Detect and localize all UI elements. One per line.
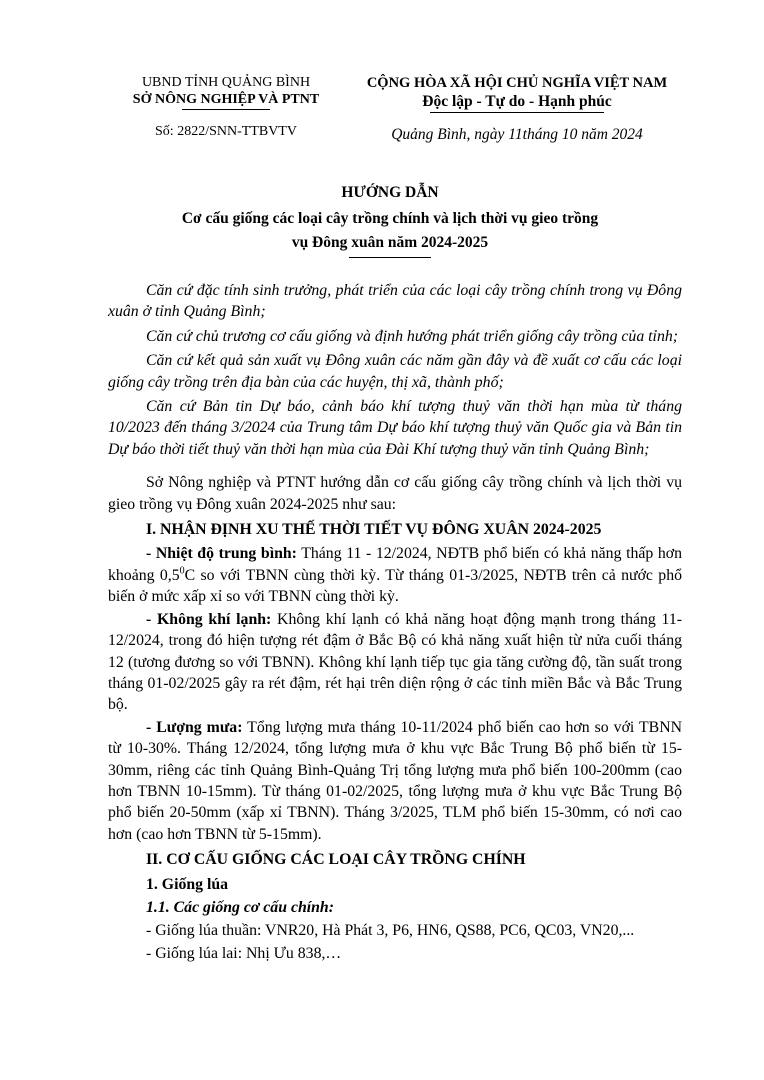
national-motto: Độc lập - Tự do - Hạnh phúc (422, 93, 612, 110)
rainfall-paragraph (108, 717, 682, 845)
document-title (100, 182, 680, 258)
rainfall-text: Tổng lượng mưa tháng 10-11/2024 phổ biến cao hơn so với TBNN từ 10-30%. Tháng 12/2024, tổng lượng mưa ở khu vực Bắc Trung Bộ phổ biến từ 15-30mm, riêng các tỉnh Quảng Bình-Quảng Trị tổng lượng mưa phổ biến 100-200mm (cao hơn TBNN 10-15mm). Từ tháng 01-02/2025, tổng lượng mưa ở khu vực Bắc Trung Bộ phổ biến 20-50mm (xấp xỉ TBNN). Tháng 3/2025, TLM phổ biến 15-30mm, có nơi cao hơn (cao hơn TBNN từ 5-15mm). (108, 718, 683, 843)
issuer-org: UBND TỈNH QUẢNG BÌNH (141, 75, 311, 90)
motto-underline (430, 112, 604, 113)
rainfall-label: - Lượng mưa: (146, 718, 243, 736)
temperature-text-a: Tháng 11 - 12/2024, NĐTB phổ biến có khả năng thấp hơn khoảng 0,5 (108, 545, 683, 584)
temperature-text-b: C so với TBNN cùng thời kỳ. Từ tháng 01-3/2025, NĐTB trên cả nước phổ biến ở mức xấp xỉ so với TBNN cùng thời kỳ. (108, 566, 682, 606)
document-body (108, 280, 682, 965)
degree-superscript: 0 (179, 565, 185, 577)
cold-air-paragraph (108, 609, 682, 716)
list-item: - Giống lúa lai: Nhị Ưu 838,… (146, 944, 342, 962)
spacer (108, 463, 682, 472)
document-number: Số: 2822/SNN-TTBVTV (155, 124, 297, 139)
section-1-heading: I. NHẬN ĐỊNH XU THẾ THỜI TIẾT VỤ ĐÔNG XUÂN 2024-2025 (146, 521, 602, 539)
temperature-paragraph (108, 543, 682, 607)
preamble-4: Căn cứ Bản tin Dự báo, cảnh báo khí tượng thuỷ văn thời hạn mùa từ tháng 10/2023 đến tháng 3/2024 của Trung tâm Dự báo khí tượng thuỷ văn Quốc gia và Bản tin Dự báo thời tiết thuỷ văn thời hạn mùa của Đài Khí tượng thuỷ văn tỉnh Quảng Bình; (108, 398, 682, 458)
issuer-department: SỞ NÔNG NGHIỆP VÀ PTNT (132, 92, 320, 107)
subsection-main-varieties-heading: 1.1. Các giống cơ cấu chính: (146, 898, 334, 916)
title-kind: HƯỚNG DẪN (341, 184, 439, 201)
nation-name: CỘNG HÒA XÃ HỘI CHỦ NGHĨA VIỆT NAM (366, 75, 668, 91)
intro-paragraph: Sở Nông nghiệp và PTNT hướng dẫn cơ cấu giống cây trồng chính và lịch thời vụ gieo trồng vụ Đông xuân 2024-2025 như sau: (108, 474, 682, 513)
issuer-underline (182, 109, 270, 110)
title-line-1: Cơ cấu giống các loại cây trồng chính và lịch thời vụ gieo trồng (181, 210, 599, 227)
temperature-label: - Nhiệt độ trung bình: (146, 545, 297, 563)
title-line-2: vụ Đông xuân năm 2024-2025 (291, 234, 489, 251)
date-line: Quảng Bình, ngày 11tháng 10 năm 2024 (391, 126, 643, 143)
title-underline (349, 257, 431, 258)
preamble-3: Căn cứ kết quả sản xuất vụ Đông xuân các năm gần đây và đề xuất cơ cấu các loại giống cây trồng trên địa bàn của các huyện, thị xã, thành phố; (108, 352, 682, 391)
preamble-2: Căn cứ chủ trương cơ cấu giống và định hướng phát triển giống cây trồng của tỉnh; (146, 327, 679, 345)
preamble-1: Căn cứ đặc tính sinh trưởng, phát triển của các loại cây trồng chính trong vụ Đông xuân ở tỉnh Quảng Bình; (108, 282, 682, 321)
section-2-heading: II. CƠ CẤU GIỐNG CÁC LOẠI CÂY TRỒNG CHÍNH (146, 851, 526, 869)
cold-air-text: Không khí lạnh có khả năng hoạt động mạnh trong tháng 11-12/2024, trong đó hiện tượng rét đậm ở Bắc Bộ có khả năng xuất hiện từ nửa cuối tháng 12 (tương đương so với TBNN). Không khí lạnh tiếp tục gia tăng cường độ, tần suất trong tháng 01-02/2025 gây ra rét đậm, rét hại trên diện rộng ở các tỉnh miền Bắc và Bắc Trung bộ. (108, 610, 683, 714)
national-header (352, 74, 682, 144)
issuer-block (108, 74, 344, 140)
list-item: - Giống lúa thuần: VNR20, Hà Phát 3, P6, HN6, QS88, PC6, QC03, VN20,... (146, 922, 635, 940)
cold-air-label: - Không khí lạnh: (146, 610, 272, 628)
subsection-rice-heading: 1. Giống lúa (146, 875, 229, 893)
